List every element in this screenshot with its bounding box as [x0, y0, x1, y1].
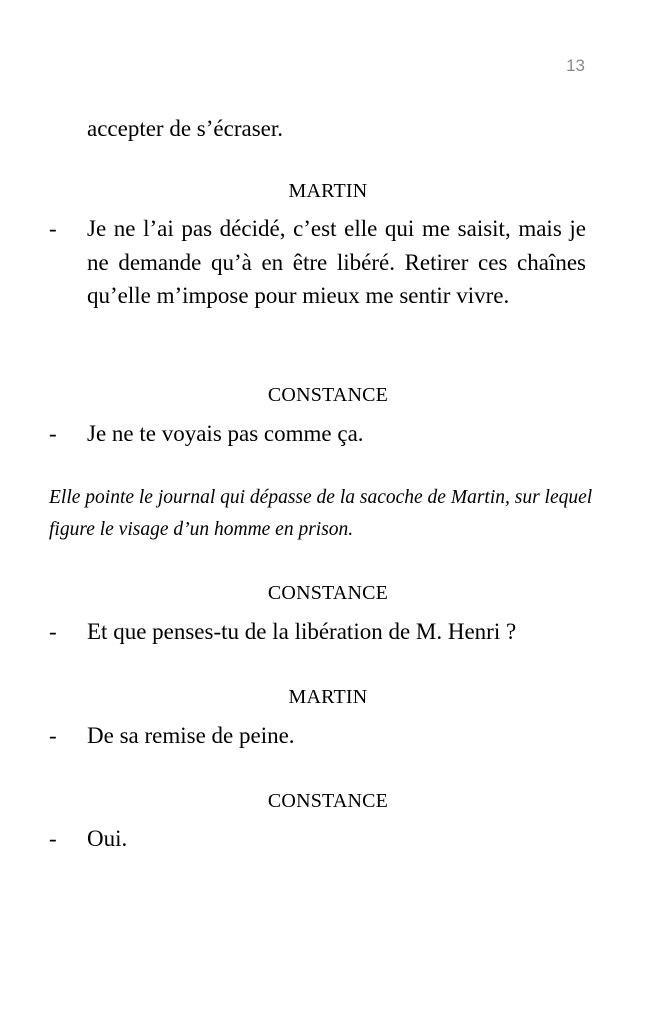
dialogue-line	[49, 212, 586, 313]
dialogue-dash: -	[49, 619, 57, 644]
dialogue-text: Et que penses-tu de la libération de M. Henri ?	[87, 619, 517, 644]
speaker-name: CONSTANCE	[267, 790, 389, 812]
speaker-name: CONSTANCE	[267, 384, 389, 406]
page-number: 13	[566, 56, 585, 75]
dialogue-line	[49, 719, 586, 753]
dialogue-text: Oui.	[87, 826, 128, 851]
dialogue-dash: -	[49, 421, 57, 446]
stage-direction: Elle pointe le journal qui dépasse de la sacoche de Martin, sur lequel figure le visage d’un homme en prison.	[49, 487, 593, 540]
dialogue-dash: -	[49, 216, 57, 241]
dialogue-line	[49, 417, 586, 451]
dialogue-dash: -	[49, 723, 57, 748]
dialogue-line	[49, 822, 586, 856]
speaker-name: MARTIN	[288, 180, 368, 202]
speaker-name: MARTIN	[288, 686, 368, 708]
dialogue-text: Je ne te voyais pas comme ça.	[87, 421, 364, 446]
dialogue-text: De sa remise de peine.	[87, 723, 295, 748]
dialogue-continuation: accepter de s’écraser.	[87, 116, 283, 141]
dialogue-dash: -	[49, 826, 57, 851]
dialogue-line	[49, 615, 586, 649]
speaker-name: CONSTANCE	[267, 582, 389, 604]
dialogue-text: Je ne l’ai pas décidé, c’est elle qui me saisit, mais je ne demande qu’à en être libéré. Retirer ces chaînes qu’elle m’impose pour mieux me sentir vivre.	[87, 216, 586, 308]
